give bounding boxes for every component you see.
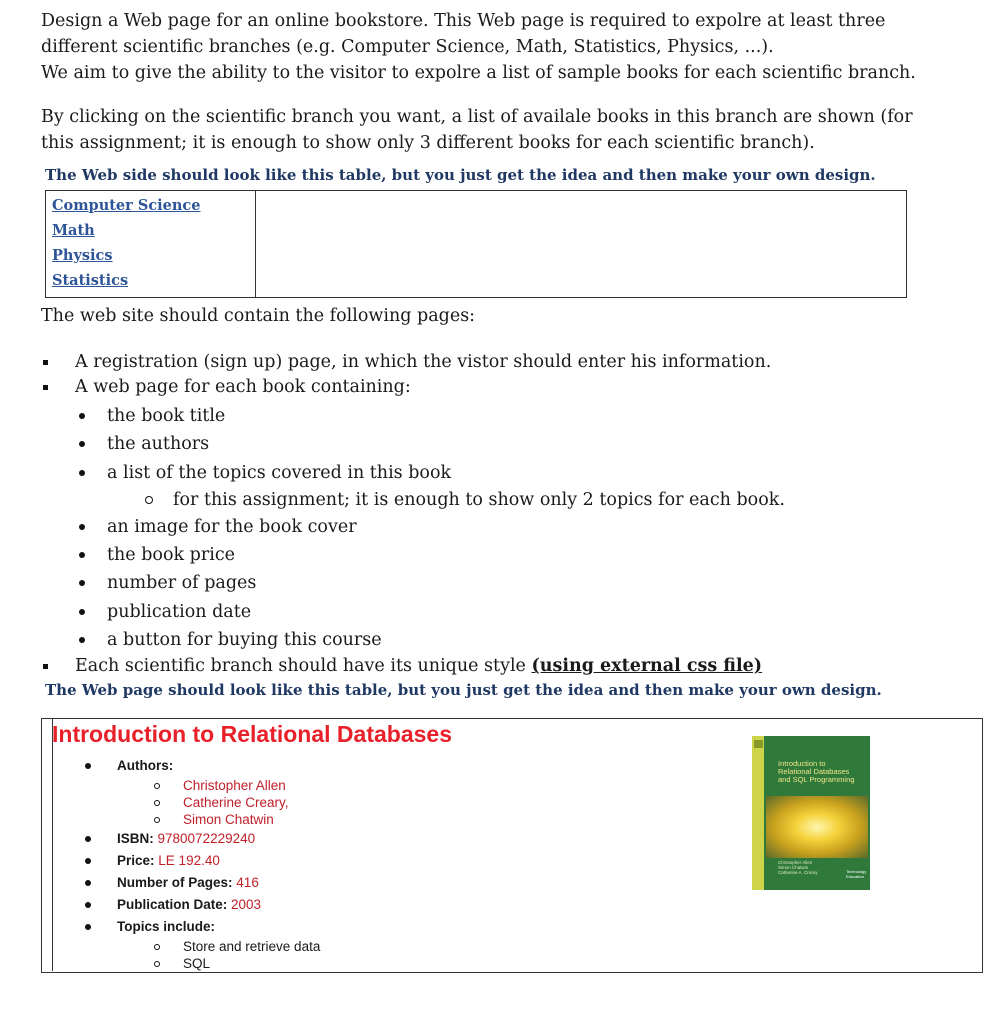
branch-link-physics[interactable]: Physics [52, 247, 113, 264]
req-book-page-label: A web page for each book containing: [75, 377, 411, 397]
table-note: The Web side should look like this table, but you just get the idea and then make your own design. [45, 166, 876, 184]
branch-link-statistics[interactable]: Statistics [52, 272, 129, 289]
book-details-list [82, 755, 682, 972]
branch-table [45, 190, 907, 298]
author-name: Christopher Allen [117, 777, 682, 794]
book-title: Introduction to Relational Databases [52, 721, 452, 747]
item-cover: an image for the book cover [75, 513, 971, 541]
req-registration: A registration (sign up) page, in which the vistor should enter his information. [41, 350, 971, 375]
cover-author-line: Christopher Allen [778, 860, 813, 865]
book-box-divider [52, 719, 53, 971]
pages-label: Number of Pages: [117, 875, 233, 890]
topics-item [82, 916, 682, 972]
cover-publisher: Technology Education [846, 869, 867, 879]
cover-spine-strip [752, 736, 764, 890]
authors-item [82, 755, 682, 828]
isbn-label: ISBN: [117, 831, 154, 846]
price-value: LE 192.40 [158, 853, 220, 868]
topics-sub-list [107, 487, 971, 513]
requirements-list [41, 350, 971, 679]
isbn-value: 9780072229240 [157, 831, 256, 846]
author-name: Simon Chatwin [117, 811, 682, 828]
cover-title-line: Relational Databases [778, 767, 850, 776]
page-note: The Web page should look like this table, but you just get the idea and then make your own design. [45, 681, 882, 700]
pages-value: 416 [236, 875, 259, 890]
isbn-item [82, 828, 682, 850]
pages-title: The web site should contain the following pages: [41, 306, 476, 326]
topics-label: Topics include: [117, 919, 216, 934]
document [41, 8, 971, 699]
cover-author-line: Simon Chatwin [778, 865, 809, 870]
price-label: Price: [117, 853, 155, 868]
date-label: Publication Date: [117, 897, 228, 912]
item-topics [75, 459, 971, 513]
branch-link-math[interactable]: Math [52, 222, 95, 239]
item-topics-label: a list of the topics covered in this book [107, 462, 452, 483]
topic-name: SQL [117, 955, 682, 972]
pages-item [82, 872, 682, 894]
branch-link-computer-science[interactable]: Computer Science [52, 197, 201, 214]
cover-author-line: Catherine A. Creary [778, 870, 818, 875]
cover-art [766, 796, 868, 858]
req-style-text: Each scientific branch should have its unique style [75, 656, 532, 677]
item-price: the book price [75, 541, 971, 569]
author-name: Catherine Creary, [117, 794, 682, 811]
publisher-logo-icon [754, 740, 763, 748]
item-button: a button for buying this course [75, 626, 971, 654]
cover-authors [778, 860, 838, 875]
book-items-list [75, 402, 971, 654]
date-value: 2003 [231, 897, 262, 912]
price-item [82, 850, 682, 872]
authors-list [117, 777, 682, 828]
branch-list [46, 191, 256, 298]
item-title: the book title [75, 402, 971, 430]
intro-line: We aim to give the ability to the visitor to expolre a list of sample books for each scientific branch. [41, 63, 916, 83]
intro-line: this assignment; it is enough to show only 3 different books for each scientific branch). [41, 133, 815, 153]
item-topics-sub: for this assignment; it is enough to show only 2 topics for each book. [107, 487, 971, 513]
external-css-text: (using external css file) [531, 656, 763, 677]
date-item [82, 894, 682, 916]
book-page-sample [41, 718, 983, 973]
cover-title-line: Introduction to [778, 759, 826, 768]
cover-title-line: and SQL Programming [778, 775, 855, 784]
intro-line: By clicking on the scientific branch you want, a list of availale books in this branch are shown (for [41, 107, 913, 127]
book-details [82, 755, 682, 972]
book-cover-image [752, 736, 870, 890]
item-date: publication date [75, 598, 971, 626]
authors-label: Authors: [117, 758, 174, 773]
topic-name: Store and retrieve data [117, 938, 682, 955]
cover-title [778, 760, 868, 784]
item-pages: number of pages [75, 569, 971, 597]
req-book-page [41, 375, 971, 654]
req-style [41, 654, 971, 679]
intro-line: Design a Web page for an online bookstore. This Web page is required to expolre at least three [41, 11, 886, 31]
intro-line: different scientific branches (e.g. Computer Science, Math, Statistics, Physics, ...). [41, 37, 774, 57]
topics-list [117, 938, 682, 972]
branch-content-area [256, 191, 907, 298]
item-authors: the authors [75, 430, 971, 458]
